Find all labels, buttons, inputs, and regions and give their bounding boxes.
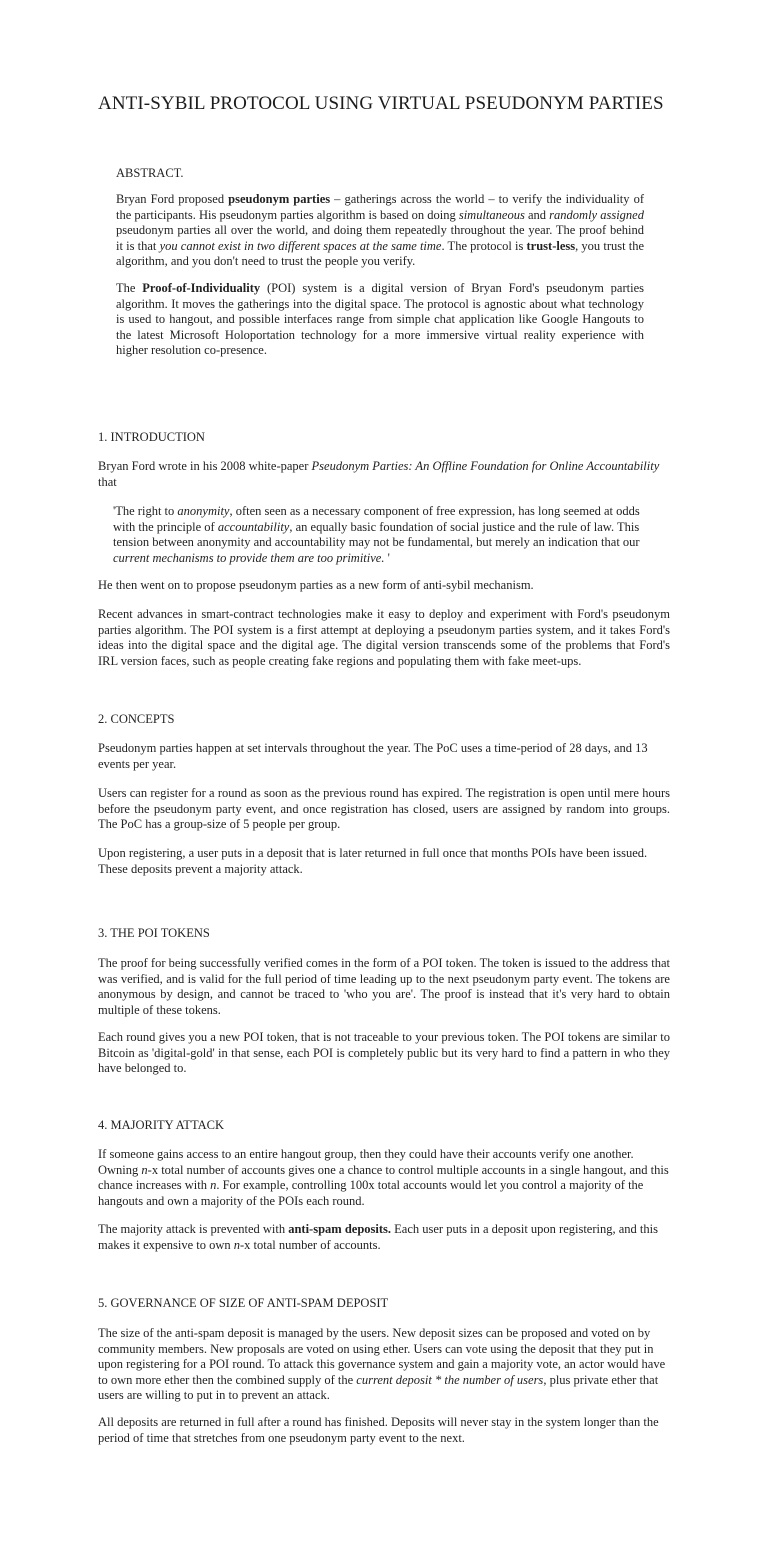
concepts-paragraph-2: Users can register for a round as soon as the previous round has expired. The registration is open until mere hours before the pseudonym party event, and once registration has closed, users are assigned by random into groups. The PoC has a group-size of 5 people per group.	[98, 786, 670, 831]
introduction-paragraph-3: Recent advances in smart-contract technologies make it easy to deploy and experiment with Ford's pseudonym parties algorithm. The POI system is a first attempt at deploying a pseudonym parties system, and it takes Ford's ideas into the digital space and the digital age. The digital version transcends some of the problems that Ford's IRL version faces, such as people creating fake regions and populating them with fake meet-ups.	[98, 607, 670, 668]
majority-attack-paragraph-2: The majority attack is prevented with anti-spam deposits. Each user puts in a deposit upon registering, and this makes it expensive to own n-x total number of accounts.	[98, 1222, 658, 1252]
introduction-paragraph-1: Bryan Ford wrote in his 2008 white-paper Pseudonym Parties: An Offline Foundation for Online Accountability that	[98, 459, 660, 489]
concepts-paragraph-1: Pseudonym parties happen at set intervals throughout the year. The PoC uses a time-period of 28 days, and 13 events per year.	[98, 741, 648, 771]
poi-tokens-paragraph-1: The proof for being successfully verified comes in the form of a POI token. The token is issued to the address that was verified, and is valid for the full period of time leading up to the next pseudonym party event. The tokens are anonymous by design, and cannot be traced to 'who you are'. The proof is instead that it's very hard to obtain multiple of these tokens.	[98, 956, 670, 1017]
concepts-heading: 2. CONCEPTS	[98, 712, 175, 726]
document-title: ANTI-SYBIL PROTOCOL USING VIRTUAL PSEUDONYM PARTIES	[98, 93, 664, 114]
introduction-paragraph-2: He then went on to propose pseudonym parties as a new form of anti-sybil mechanism.	[98, 578, 534, 592]
concepts-paragraph-3: Upon registering, a user puts in a deposit that is later returned in full once that months POIs have been issued. These deposits prevent a majority attack.	[98, 846, 648, 876]
ford-quote: 'The right to anonymity, often seen as a necessary component of free expression, has long seemed at odds with the principle of accountability, an equally basic foundation of social justice and the rule of law. This tension between anonymity and accountability may not be fundamental, but merely an indication that our current mechanisms to provide them are too primitive. '	[113, 504, 640, 565]
governance-heading: 5. GOVERNANCE OF SIZE OF ANTI-SPAM DEPOSIT	[98, 1296, 389, 1310]
majority-attack-heading: 4. MAJORITY ATTACK	[98, 1118, 224, 1132]
poi-tokens-heading: 3. THE POI TOKENS	[98, 926, 210, 940]
majority-attack-paragraph-1: If someone gains access to an entire hangout group, then they could have their accounts verify one another. Owning n-x total number of accounts gives one a chance to control multiple accounts in a single hangout, and this chance increases with n. For example, controlling 100x total accounts would let you control a majority of the hangouts and own a majority of the POIs each round.	[98, 1147, 669, 1208]
governance-paragraph-2: All deposits are returned in full after a round has finished. Deposits will never stay in the system longer than the period of time that stretches from one pseudonym party event to the next.	[98, 1415, 659, 1445]
poi-tokens-paragraph-2: Each round gives you a new POI token, that is not traceable to your previous token. The POI tokens are similar to Bitcoin as 'digital-gold' in that sense, each POI is completely public but its very hard to find a pattern in who they have belonged to.	[98, 1030, 670, 1075]
abstract-heading: ABSTRACT.	[116, 166, 184, 180]
introduction-heading: 1. INTRODUCTION	[98, 430, 205, 444]
governance-paragraph-1: The size of the anti-spam deposit is managed by the users. New deposit sizes can be proposed and voted on by community members. New proposals are voted on using ether. Users can vote using the deposit that they put in upon registering for a POI round. To attack this governance system and gain a majority vote, an actor would have to own more ether then the combined supply of the current deposit * the number of users, plus private ether that users are willing to put in to prevent an attack.	[98, 1326, 666, 1402]
abstract-paragraph-1: Bryan Ford proposed pseudonym parties – gatherings across the world – to verify the individuality of the participants. His pseudonym parties algorithm is based on doing simultaneous and randomly assigned pseudonym parties all over the world, and doing them repeatedly throughout the year. The proof behind it is that you cannot exist in two different spaces at the same time. The protocol is trust-less, you trust the algorithm, and you don't need to trust the people you verify.	[116, 192, 645, 268]
abstract-paragraph-2: The Proof-of-Individuality (POI) system is a digital version of Bryan Ford's pseudonym parties algorithm. It moves the gatherings into the digital space. The protocol is agnostic about what technology is used to hangout, and possible interfaces range from simple chat application like Google Hangouts to the latest Microsoft Holoportation technology for a more immersive virtual reality experience with higher resolution co-presence.	[116, 281, 644, 357]
